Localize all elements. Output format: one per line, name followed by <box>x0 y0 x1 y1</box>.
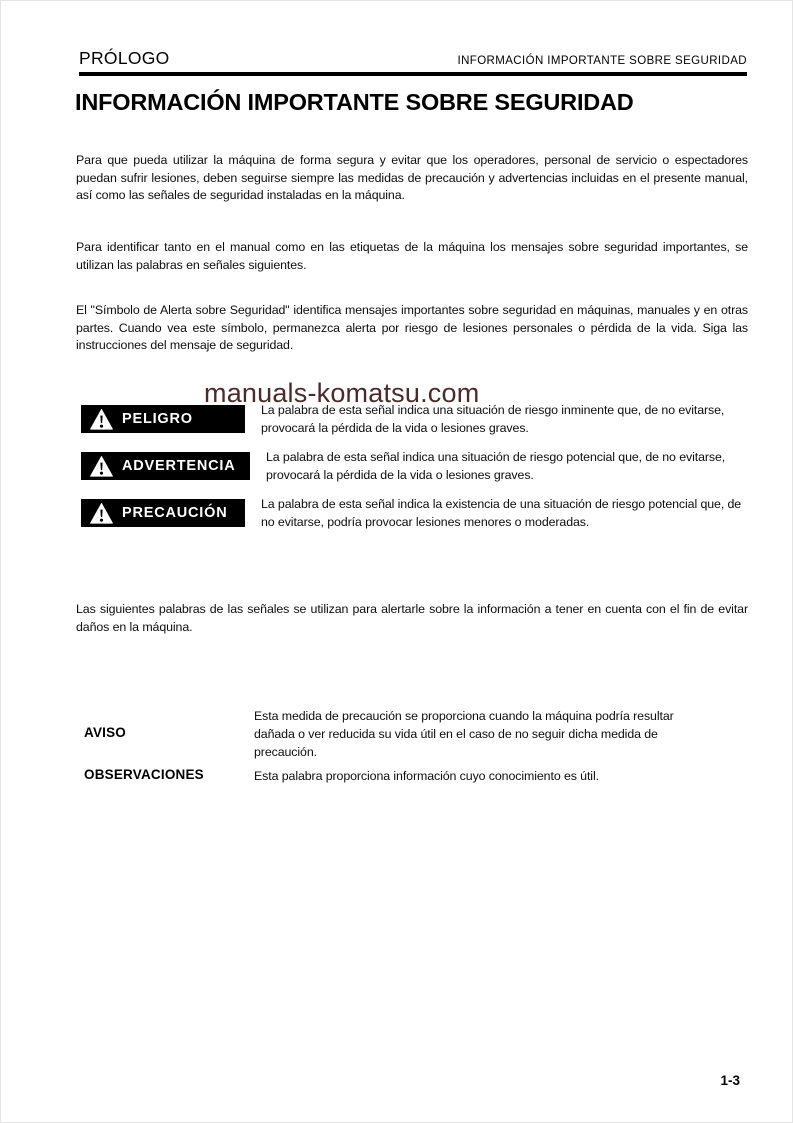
aviso-description: Esta medida de precaución se proporciona cuando la máquina podría resultar dañada o ver reducida su vida útil en el caso de no seguir dicha medida de precaución. <box>254 709 674 759</box>
intro-paragraph-1: Para que pueda utilizar la máquina de forma segura y evitar que los operadores, personal de servicio o espectadores puedan sufrir lesiones, deben seguirse siempre las medidas de precaución y advertencias incluidas en el presente manual, así como las señales de seguridad instaladas en la máquina. <box>76 153 748 203</box>
warning-triangle-icon <box>90 503 113 524</box>
warning-triangle-icon <box>90 456 113 477</box>
advertencia-label-box <box>81 452 250 480</box>
signal-row-peligro <box>81 405 748 437</box>
observaciones-description: Esta palabra proporciona información cuyo conocimiento es útil. <box>254 769 599 783</box>
observaciones-label: OBSERVACIONES <box>84 767 204 782</box>
intro-paragraph-3: El "Símbolo de Alerta sobre Seguridad" identifica mensajes importantes sobre seguridad en máquinas, manuales y en otras partes. Cuando vea este símbolo, permanezca alerta por riesgo de lesiones personales o pérdida de la vida. Siga las instrucciones del mensaje de seguridad. <box>76 303 748 353</box>
notice-row-observaciones <box>84 767 716 785</box>
notice-row-aviso <box>84 707 716 761</box>
intro-paragraph-2: Para identificar tanto en el manual como en las etiquetas de la máquina los mensajes sobre seguridad importantes, se utilizan las palabras en señales siguientes. <box>76 240 748 272</box>
warning-triangle-icon <box>90 409 113 430</box>
peligro-description: La palabra de esta señal indica una situación de riesgo inminente que, de no evitarse, provocará la pérdida de la vida o lesiones graves. <box>261 403 725 435</box>
notice-intro-paragraph: Las siguientes palabras de las señales se utilizan para alertarle sobre la información a tener en cuenta con el fin de evitar daños en la máquina. <box>76 602 748 634</box>
precaucion-label: PRECAUCIÓN <box>122 505 228 521</box>
page-title: INFORMACIÓN IMPORTANTE SOBRE SEGURIDAD <box>75 89 634 115</box>
advertencia-label: ADVERTENCIA <box>122 458 236 474</box>
precaucion-description: La palabra de esta señal indica la existencia de una situación de riesgo potencial que, de no evitarse, podría provocar lesiones menores o moderadas. <box>261 497 742 529</box>
precaucion-label-box <box>81 499 245 527</box>
page-number: 1-3 <box>720 1073 740 1088</box>
page-header <box>79 48 747 76</box>
signal-row-advertencia <box>81 452 748 484</box>
peligro-label: PELIGRO <box>122 411 193 427</box>
header-chapter: PRÓLOGO <box>79 48 170 68</box>
watermark-text: manuals-komatsu.com <box>204 378 480 408</box>
aviso-label: AVISO <box>84 725 127 740</box>
signal-row-precaucion <box>81 499 748 531</box>
peligro-label-box <box>81 405 245 433</box>
header-section: INFORMACIÓN IMPORTANTE SOBRE SEGURIDAD <box>457 55 747 67</box>
advertencia-description: La palabra de esta señal indica una situación de riesgo potencial que, de no evitarse, provocará la pérdida de la vida o lesiones graves. <box>266 450 726 482</box>
